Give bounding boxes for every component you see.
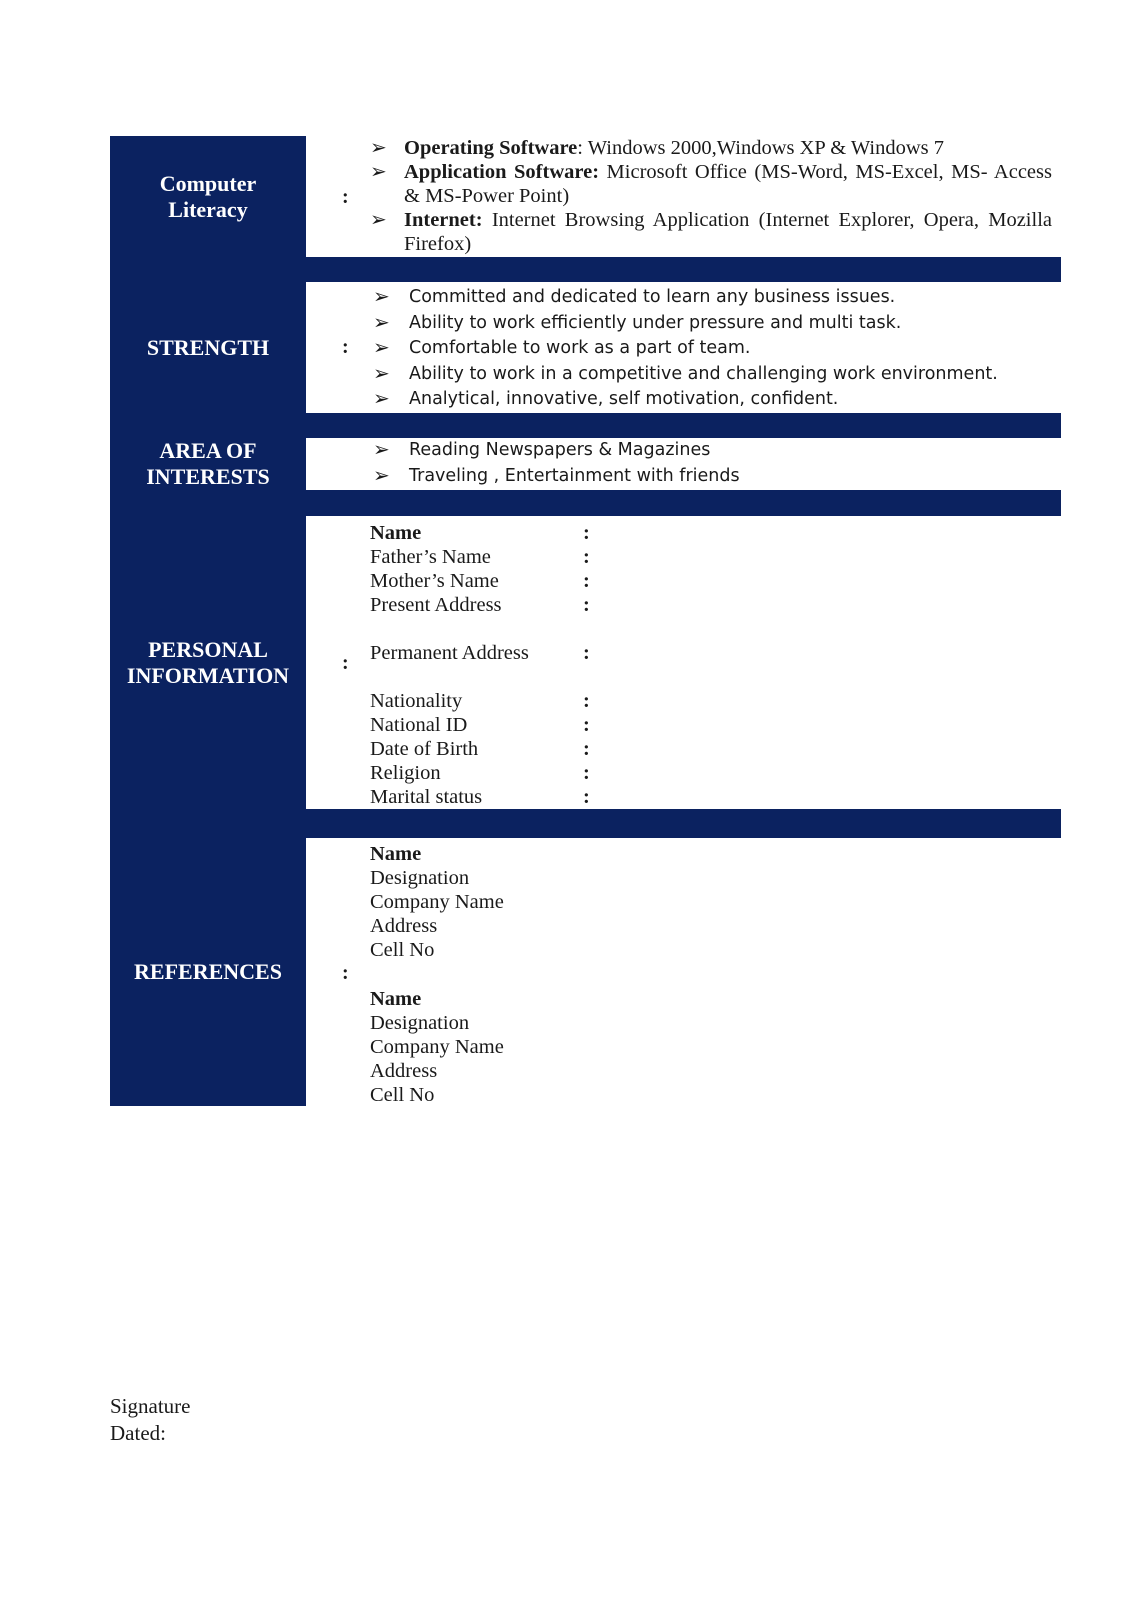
dated-label: Dated: [110,1421,166,1445]
field-row [370,641,590,665]
interests-heading-line1: AREA OF [159,438,257,463]
arrow-bullet-icon: ➢ [370,209,387,231]
signature-block [110,1393,190,1447]
field-label: Mother’s Name [370,570,499,592]
reference-cell: Cell No [370,939,435,961]
reference-name: Name [370,843,422,865]
field-row [370,521,590,545]
sidebar-spacer [110,257,306,282]
field-label: Marital status [370,786,483,808]
field-row [370,785,590,809]
computer-literacy-list [370,136,1052,256]
reference-designation: Designation [370,1012,470,1034]
reference-cell: Cell No [370,1084,435,1106]
field-label: Date of Birth [370,738,479,760]
item-text: Microsoft Office (MS-Word, MS-Excel, MS- Access & MS-Power Point) [404,161,1052,207]
reference-2 [370,987,504,1107]
interests-heading [110,438,306,490]
arrow-bullet-icon: ➢ [373,386,390,410]
field-label: Father’s Name [370,546,491,568]
personal-heading [110,516,306,809]
computer-literacy-heading [110,136,306,257]
field-label: Religion [370,762,441,784]
reference-1 [370,842,504,962]
sidebar-spacer [110,809,306,838]
field-row [370,713,590,737]
field-colon: : [583,546,590,568]
list-item [373,360,1049,388]
strength-colon: : [342,336,349,358]
list-item [370,208,1052,256]
field-row [370,761,590,785]
reference-company: Company Name [370,891,504,913]
personal-colon: : [342,652,349,674]
list-item [370,136,1052,160]
field-colon: : [583,570,590,592]
reference-address: Address [370,915,438,937]
personal-fields [370,521,590,809]
arrow-bullet-icon: ➢ [373,360,390,385]
field-row [370,593,590,617]
section-divider [306,413,1061,438]
item-sep: : [577,137,583,159]
arrow-bullet-icon: ➢ [373,437,390,461]
sidebar-spacer [110,413,306,438]
arrow-bullet-icon: ➢ [373,462,390,487]
field-colon: : [583,594,590,616]
arrow-bullet-icon: ➢ [373,284,390,308]
strength-heading [110,282,306,413]
field-colon: : [583,762,590,784]
list-item-text: Traveling , Entertainment with friends [409,465,740,486]
list-item-text: Analytical, innovative, self motivation, confident. [409,389,839,409]
personal-heading-line2: INFORMATION [126,662,290,688]
sidebar-spacer [110,490,306,516]
list-item [373,284,1049,311]
section-divider [306,490,1061,516]
field-row [370,665,529,689]
reference-company: Company Name [370,1036,504,1058]
field-colon: : [583,786,590,808]
strength-heading-text: STRENGTH [146,334,270,360]
list-item-text: Comfortable to work as a part of team. [409,338,751,358]
computer-literacy-heading-line1: Computer [159,170,257,196]
list-item [373,462,1049,490]
field-label: National ID [370,714,468,736]
item-label: Internet: [404,209,483,231]
signature-label: Signature [110,1394,191,1418]
field-colon: : [583,642,590,664]
list-item [373,386,1049,413]
computer-literacy-heading-line2: Literacy [168,196,248,222]
field-label: Permanent Address [370,642,529,664]
list-item-text: Ability to work efficiently under pressure and multi task. [409,312,902,333]
list-item-text: Ability to work in a competitive and challenging work environment. [409,363,998,384]
reference-name: Name [370,988,422,1010]
field-row [370,545,590,569]
arrow-bullet-icon: ➢ [370,137,387,159]
section-divider [306,809,1061,838]
interests-heading-line2: INTERESTS [146,464,270,489]
field-label: Present Address [370,594,502,616]
item-text: Internet Browsing Application (Internet Explorer, Opera, Mozilla Firefox) [404,209,1052,255]
field-row [370,569,590,593]
item-text: Windows 2000,Windows XP & Windows 7 [582,137,945,159]
arrow-bullet-icon: ➢ [370,161,387,183]
item-label: Operating Software [404,137,578,159]
personal-heading-line1: PERSONAL [148,636,268,662]
field-colon: : [583,522,590,544]
field-row [370,737,590,761]
item-label: Application Software: [404,161,600,183]
arrow-bullet-icon: ➢ [373,309,390,334]
list-item [373,437,1049,464]
references-colon: : [342,962,349,984]
field-label: Nationality [370,690,463,712]
field-colon: : [583,714,590,736]
list-item-text: Committed and dedicated to learn any business issues. [409,287,896,307]
interests-list [373,437,1049,489]
computer-literacy-colon: : [342,186,349,208]
reference-address: Address [370,1060,438,1082]
references-heading [110,838,306,1106]
list-item-text: Reading Newspapers & Magazines [409,440,711,460]
field-colon: : [583,690,590,712]
section-divider [306,257,1061,282]
list-item [373,309,1049,337]
arrow-bullet-icon: ➢ [373,335,390,359]
references-heading-text: REFERENCES [134,959,282,984]
list-item [373,335,1049,362]
reference-designation: Designation [370,867,470,889]
field-row [370,617,529,641]
field-row [370,689,590,713]
field-colon: : [583,738,590,760]
list-item [370,160,1052,208]
field-label: Name [370,522,422,544]
strength-list [373,284,1049,413]
